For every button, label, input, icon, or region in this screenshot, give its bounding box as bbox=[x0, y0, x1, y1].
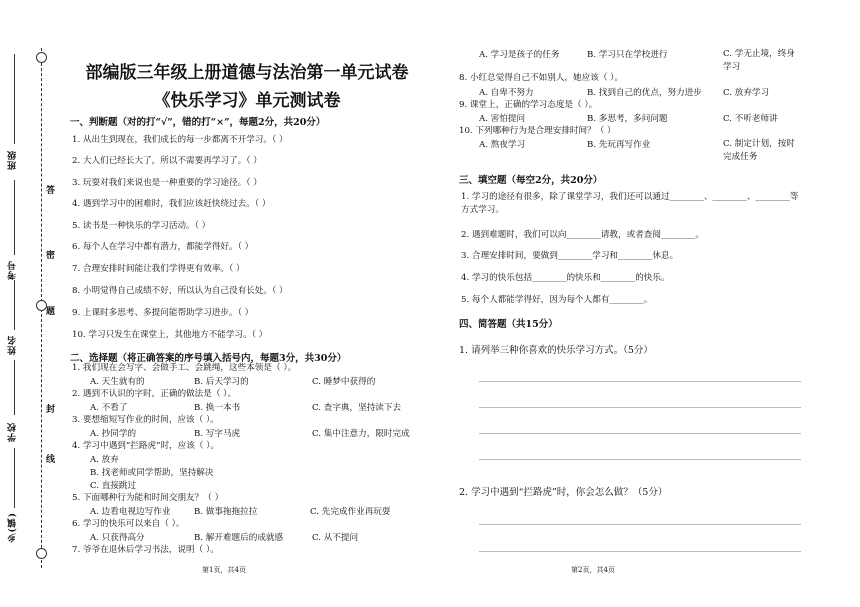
name-label: 姓名 bbox=[8, 335, 18, 355]
choice-question: 10. 下列哪种行为是合理安排时间？（ ） bbox=[459, 126, 616, 136]
township-label: 乡(镇) bbox=[8, 512, 18, 543]
choice-question: 1. 我们现在会写字、会做手工、会跳绳，这些本领是（ ）。 bbox=[72, 363, 297, 373]
page-footer: 第1页，共4页 bbox=[202, 566, 246, 574]
class-blank[interactable] bbox=[14, 54, 15, 144]
choice-option: B. 先玩再写作业 bbox=[587, 140, 651, 150]
binding-char: 密 bbox=[46, 251, 56, 261]
judge-question: 2. 大人们已经长大了，所以不需要再学习了。（ ） bbox=[72, 156, 262, 166]
choice-option: A. 害怕提问 bbox=[479, 114, 526, 124]
choice-question: 5. 下面哪种行为能和时间交朋友？（ ） bbox=[72, 493, 224, 503]
choice-option: B. 找到自己的优点，努力进步 bbox=[587, 88, 702, 98]
exam-subtitle: 《快乐学习》单元测试卷 bbox=[153, 91, 341, 111]
judge-question: 9. 上课时多思考、多提问能帮助学习进步。（ ） bbox=[72, 308, 254, 318]
choice-option: C. 先完成作业再玩耍 bbox=[310, 507, 391, 517]
choice-question: 7. 爷爷在退休后学习书法，说明（ ）。 bbox=[72, 545, 219, 555]
section-short-answer-heading: 四、简答题（共15分） bbox=[459, 319, 558, 330]
choice-question: 4. 学习中遇到“拦路虎”时，应该（ ）。 bbox=[72, 441, 220, 451]
choice-option: C. 不听老师讲 bbox=[723, 114, 778, 124]
choice-option: B. 解开难题后的成就感 bbox=[194, 533, 284, 543]
choice-option: C. 从不提问 bbox=[312, 533, 359, 543]
binding-char: 答 bbox=[46, 186, 56, 196]
answer-line[interactable] bbox=[479, 381, 801, 382]
judge-question: 4. 遇到学习中的困难时，我们应该赶快绕过去。（ ） bbox=[72, 199, 271, 209]
township-blank[interactable] bbox=[14, 448, 15, 508]
choice-option: B. 学习只在学校进行 bbox=[587, 50, 668, 60]
choice-question: 2. 遇到不认识的字时，正确的做法是（ ）。 bbox=[72, 389, 237, 399]
fill-question: 4. 学习的快乐包括________的快乐和________的快乐。 bbox=[461, 273, 670, 283]
choice-option: A. 只获得高分 bbox=[90, 533, 145, 543]
choice-option: C. 学无止境，终身学习 bbox=[723, 49, 795, 72]
answer-line[interactable] bbox=[479, 459, 801, 460]
section-choice-heading: 二、选择题（将正确答案的序号填入括号内，每题3分，共30分） bbox=[70, 353, 347, 364]
choice-option: C. 睡梦中获得的 bbox=[312, 377, 376, 387]
judge-question: 7. 合理安排时间能让我们学得更有效率。（ ） bbox=[72, 264, 245, 274]
choice-option: C. 直接跳过 bbox=[90, 481, 137, 491]
choice-question: 6. 学习的快乐可以来自（ ）。 bbox=[72, 519, 185, 529]
school-blank[interactable] bbox=[14, 360, 15, 415]
fill-question: 1. 学习的途径有很多，除了课堂学习，我们还可以通过________、________、________等方式学习。 bbox=[461, 192, 799, 215]
choice-option: A. 放弃 bbox=[90, 455, 119, 465]
choice-option: A. 抄同学的 bbox=[90, 429, 137, 439]
answer-line[interactable] bbox=[479, 433, 801, 434]
page-footer: 第2页，共4页 bbox=[571, 566, 615, 574]
section-judge-heading: 一、判断题（对的打“√”，错的打“×”，每题2分，共20分） bbox=[70, 117, 326, 128]
choice-option: B. 多思考，多问问题 bbox=[587, 114, 668, 124]
binding-char: 线 bbox=[46, 455, 56, 465]
choice-option: C. 查字典，坚持读下去 bbox=[312, 403, 402, 413]
answer-line[interactable] bbox=[479, 524, 801, 525]
choice-option: B. 后天学习的 bbox=[194, 377, 249, 387]
judge-question: 3. 玩耍对我们来说也是一种重要的学习途径。（ ） bbox=[72, 178, 262, 188]
choice-question: 3. 要想缩短写作业的时间，应该（ ）。 bbox=[72, 415, 219, 425]
school-label: 学校 bbox=[8, 422, 18, 442]
choice-option: A. 边看电视边写作业 bbox=[90, 507, 171, 517]
binding-margin bbox=[0, 0, 62, 607]
judge-question: 5. 读书是一种快乐的学习活动。（ ） bbox=[72, 221, 211, 231]
exam-number-blank[interactable] bbox=[14, 180, 15, 255]
name-blank[interactable] bbox=[14, 280, 15, 330]
class-label: 班级 bbox=[8, 150, 18, 170]
fill-question: 2. 遇到难题时，我们可以向________请教，或者查阅________。 bbox=[461, 230, 704, 240]
binding-hole bbox=[36, 52, 47, 63]
section-fill-heading: 三、填空题（每空2分，共20分） bbox=[459, 175, 603, 186]
binding-char: 封 bbox=[46, 405, 56, 415]
exam-number-label: 考号 bbox=[8, 260, 18, 280]
choice-option: B. 换一本书 bbox=[194, 403, 241, 413]
choice-option: A. 熬夜学习 bbox=[479, 140, 526, 150]
choice-option: B. 写字马虎 bbox=[194, 429, 241, 439]
short-answer-question: 1. 请列举三种你喜欢的快乐学习方式。（5分） bbox=[459, 345, 653, 356]
choice-option: A. 学习是孩子的任务 bbox=[479, 50, 560, 60]
judge-question: 1. 从出生到现在，我们成长的每一步都离不开学习。（ ） bbox=[72, 135, 288, 145]
binding-hole bbox=[36, 548, 47, 559]
judge-question: 10. 学习只发生在课堂上，其他地方不能学习。（ ） bbox=[72, 330, 268, 340]
short-answer-question: 2. 学习中遇到“拦路虎”时，你会怎么做？（5分） bbox=[459, 487, 668, 498]
binding-char: 题 bbox=[46, 307, 56, 317]
fill-question: 3. 合理安排时间，要做到________学习和________休息。 bbox=[461, 251, 679, 261]
choice-option: B. 找老师或同学帮助，坚持解决 bbox=[90, 468, 214, 478]
answer-line[interactable] bbox=[479, 407, 801, 408]
choice-option: A. 天生就有的 bbox=[90, 377, 145, 387]
choice-option: C. 放弃学习 bbox=[723, 88, 770, 98]
fill-question: 5. 每个人都能学得好，因为每个人都有________。 bbox=[461, 295, 653, 305]
choice-question: 8. 小红总觉得自己不如别人，她应该（ ）。 bbox=[459, 73, 624, 83]
choice-option: C. 集中注意力，限时完成 bbox=[312, 429, 410, 439]
choice-question: 9. 课堂上，正确的学习态度是（ ）。 bbox=[459, 100, 598, 110]
exam-title: 部编版三年级上册道德与法治第一单元试卷 bbox=[85, 63, 409, 83]
choice-option: C. 制定计划，按时完成任务 bbox=[723, 139, 795, 162]
choice-option: A. 不看了 bbox=[90, 403, 128, 413]
answer-line[interactable] bbox=[479, 551, 801, 552]
choice-option: B. 做事拖拖拉拉 bbox=[194, 507, 258, 517]
judge-question: 6. 每个人在学习中都有潜力，都能学得好。（ ） bbox=[72, 242, 254, 252]
judge-question: 8. 小明觉得自己成绩不好，所以认为自己没有长处。（ ） bbox=[72, 286, 288, 296]
choice-option: A. 自卑不努力 bbox=[479, 88, 534, 98]
